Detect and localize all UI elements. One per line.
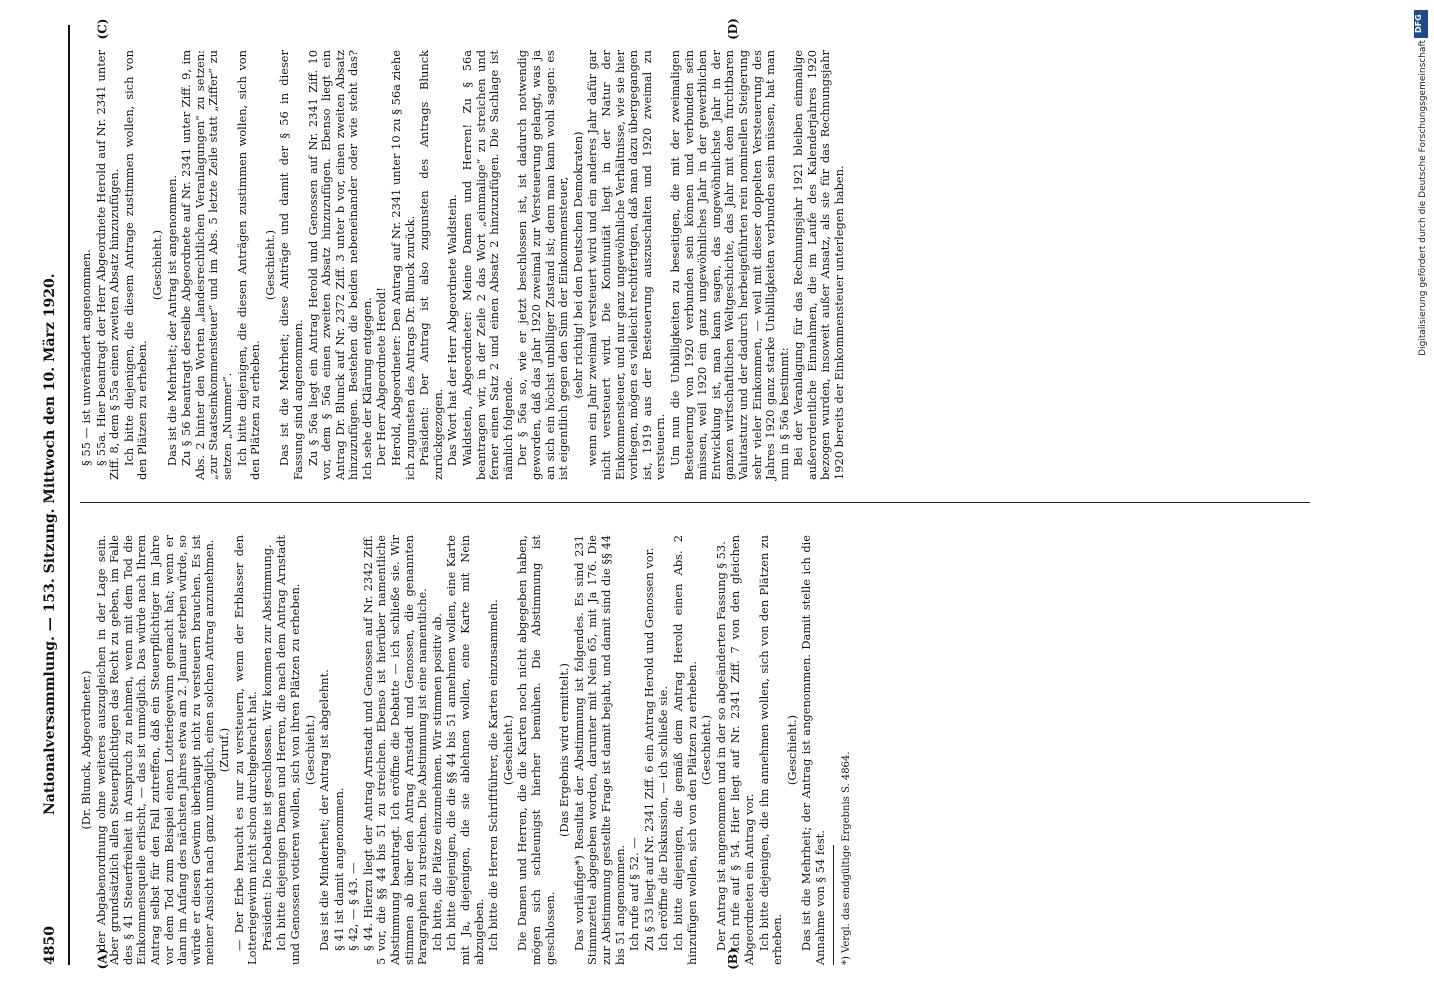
paragraph: (Das Ergebnis wird ermittelt.) xyxy=(557,663,572,837)
paragraph: (Geschieht.) xyxy=(302,714,317,786)
paragraph: Ich bitte diejenigen, die ihn annehmen wollen, sich von den Plätzen zu erheben. xyxy=(756,535,785,965)
paragraph: Ich bitte diejenigen, die diesen Anträgen zustimmen wollen, sich von den Plätzen zu erheben. xyxy=(234,50,263,480)
digitization-credit: Digitalisierung gefördert durch die Deutsche Forschungsgemeinschaft xyxy=(1418,40,1428,356)
margin-letter-b: (B) xyxy=(725,948,740,970)
header-rule xyxy=(68,25,70,965)
paragraph: Das vorläufige*) Resultat der Abstimmung ist folgendes. Es sind 231 Stimmzettel abgegeben worden, darunter mit Nein 65, mit Ja 176. Die zur Abstimmung gestellte Frage ist damit bejaht, und damit sind die §§ 44 bis 51 angenommen. xyxy=(571,535,627,965)
paragraph: Die Damen und Herren, die die Karten noch nicht abgegeben haben, mögen sich schleunigst hierher bemühen. Die Abstimmung ist geschlossen. xyxy=(515,535,557,965)
paragraph: Ich bitte diejenigen, die diesem Antrage zustimmen wollen, sich von den Plätzen zu erheben. xyxy=(121,50,150,480)
paragraph: Bei der Veranlagung für das Rechnungsjahr 1921 bleiben einmalige außerordentliche Einnahmen, die im Laufe des Kalenderjahres 1920 bezogen wurden, insoweit außer Ansatz, als sie für das Rechnungsjahr 1920 bereits der Einkommensteuer unterlegen haben. xyxy=(791,50,847,480)
paragraph: Ich bitte die Herren Schriftführer, die Karten einzusammeln. xyxy=(486,599,501,951)
paragraph: (Geschieht.) xyxy=(149,229,164,301)
paragraph: Waldstein, Abgeordneter: Meine Damen und Herren! Zu § 56a beantragen wir, in der Zeile 2 das Wort „einmalige“ zu streichen und ferner einen Satz 2 und einen Absatz 2 hinzuzufügen. Die Sachlage ist nämlich folgende. xyxy=(460,50,515,480)
paragraph: Ich bitte diejenigen, die die §§ 44 bis 51 annehmen wollen, eine Karte mit Ja, diejenigen, die sie ablehnen wollen, eine Karte mit Nein abzugeben. xyxy=(444,535,486,965)
paragraph: § 44. Hierzu liegt der Antrag Arnstadt und Genossen auf Nr. 2342 Ziff. 5 vor, die §§ 44 bis 51 zu streichen. Ebenso ist hierüber namentliche Abstimmung beantragt. Ich eröffne die Debatte — ich schließe sie. Wir stimmen ab über den Antrag Arnstadt und Genossen, die genannten Paragraphen zu streichen. Die Abstimmung ist eine namentliche. xyxy=(360,535,430,965)
paragraph: Der Herr Abgeordnete Herold! xyxy=(374,287,389,466)
paragraph: § 41 ist damit angenommen. xyxy=(331,787,346,951)
paragraph: (Dr. Blunck, Abgeordneter.) xyxy=(79,670,93,830)
dfg-logo: DFG xyxy=(1414,10,1428,38)
paragraph: § 55 — ist unverändert angenommen. xyxy=(79,249,93,466)
paragraph: (Geschieht.) xyxy=(784,714,799,786)
paragraph: wenn ein Jahr zweimal versteuert wird und ein anderes Jahr dafür gar nicht versteuert wird. Die Kontinuität liegt in der Natur der Einkommensteuer, und nur ganz ungewöhnliche Verhältnisse, wie sie hier vorliegen, mögen es vielleicht rechtfertigen, daß man dazu übergegangen ist, 1919 aus der Besteuerung auszuschalten und 1920 zweimal zu versteuern. xyxy=(585,50,668,480)
paragraph: Ich rufe auf § 52. — xyxy=(627,837,642,951)
paragraph: Präsident: Die Debatte ist geschlossen. Wir kommen zur Abstimmung. xyxy=(259,544,274,951)
left-column xyxy=(80,535,1320,965)
paragraph: Ich bitte, die Plätze einzunehmen. Wir stimmen positiv ab. xyxy=(429,612,444,951)
running-header xyxy=(40,25,64,965)
paragraph: (Geschieht.) xyxy=(500,714,515,786)
margin-letter-a: (A) xyxy=(95,948,110,970)
paragraph: Das ist die Mehrheit; der Antrag ist angenommen. xyxy=(164,174,179,466)
paragraph: Zu § 53 liegt auf Nr. 2341 Ziff. 6 ein Antrag Herold und Genossen vor. xyxy=(641,547,656,951)
paragraph: Zu § 56 beantragt derselbe Abgeordnete auf Nr. 2341 unter Ziff. 9, im Abs. 2 hinter den Worten „landesrechtlichen Veranlagungen“ zu setzen: „zur Staatseinkommensteuer“ und im Abs. 5 letzte Zeile statt „Ziffer“ zu setzen „Nummer“. xyxy=(179,50,234,480)
footnote: *) Vergl. das endgültige Ergebnis S. 4864. xyxy=(841,751,853,965)
paragraph: (sehr richtig! bei den Deutschen Demokraten) xyxy=(570,131,585,399)
paragraph: (Zuruf.) xyxy=(216,727,231,773)
page-number: 4850 xyxy=(42,926,58,965)
paragraph: Präsident: Der Antrag ist also zugunsten des Antrags Blunck zurückgezogen. xyxy=(417,50,445,480)
paragraph: Zu § 56a liegt ein Antrag Herold und Genossen auf Nr. 2341 Ziff. 10 vor, dem § 56a einen zweiten Absatz hinzuzufügen. Ebenso liegt ein Antrag Dr. Blunck auf Nr. 2372 Ziff. 3 unter b vor, einen zweiten Absatz hinzuzufügen. Bestehen die beiden nebeneinander oder wie steht das? Ich sehe der Klärung entgegen. xyxy=(305,50,374,480)
right-column xyxy=(80,50,1320,480)
paragraph: Herold, Abgeordneter: Den Antrag auf Nr. 2341 unter 10 zu § 56a ziehe ich zugunsten des Antrags Dr. Blunck zurück. xyxy=(389,50,417,480)
paragraph: — Der Erbe braucht es nur zu versteuern, wenn der Erblasser den Lotteriegewinn nicht schon durchgebracht hat. xyxy=(231,535,260,965)
paragraph: Um nun die Unbilligkeiten zu beseitigen, die mit der zweimaligen Besteuerung von 1920 verbunden sein können und verbunden sein müssen, weil 1920 ein ganz ungewöhnliches Jahr in der gewerblichen Entwicklung ist, man kann sagen, das ungewöhnlichste Jahr in der ganzen wirtschaftlichen Weltgeschichte, das Jahr mit dem furchtbaren Valutasturz und der dadurch herbeigeführten rein nominellen Steigerung sehr vieler Einkommen, — weil mit dieser doppelten Versteuerung des Jahres 1920 ganz starke Unbilligkeiten verbunden sein müssen, hat man nun in § 56a bestimmt: xyxy=(667,50,791,480)
margin-letter-d: (D) xyxy=(725,18,740,40)
running-title: Nationalversammlung. — 153. Sitzung. Mittwoch den 10. März 1920. xyxy=(42,273,58,815)
paragraph: Ich eröffne die Diskussion, — ich schließe sie. xyxy=(656,686,671,951)
margin-letter-c: (C) xyxy=(95,18,110,40)
paragraph: Das ist die Mehrheit; diese Anträge und damit der § 56 in dieser Fassung sind angenommen. xyxy=(277,50,305,480)
paragraph: § 42, — § 43. — xyxy=(346,862,361,951)
paragraph: (Geschieht.) xyxy=(699,714,714,786)
paragraph: (Geschieht.) xyxy=(262,229,277,301)
rotated-printed-page xyxy=(40,25,1350,965)
paragraph: Ich bitte diejenigen Damen und Herren, die nach dem Antrag Arnstadt und Genossen votieren wollen, sich von ihren Plätzen zu erheben. xyxy=(274,535,302,965)
paragraph: Das Wort hat der Herr Abgeordnete Waldstein. xyxy=(445,194,460,466)
paragraph: Der § 56a so, wie er jetzt beschlossen ist, ist dadurch notwendig geworden, daß das Jahr 1920 zweimal zur Versteuerung gelangt, was ja an sich ein höchst unbilliger Zustand ist; denn man kann wohl sagen: es ist eigentlich gegen den Sinn der Einkommensteuer, xyxy=(515,50,571,480)
paragraph: Ich rufe auf § 54. Hier liegt auf Nr. 2341 Ziff. 7 von den gleichen Abgeordneten ein Antrag vor. xyxy=(728,535,756,965)
paragraph: der Abgabenordnung ohne weiteres auszugleichen in der Lage sein. Aber grundsätzlich allen Steuerpflichtigen das Recht zu geben, im Falle des § 41 Steuerfreiheit in Anspruch zu nehmen, wenn mit dem Tod die Einkommensquelle erlischt, — das ist unmöglich. Das würde nach Ihrem Antrag selbst für den Fall zutreffen, daß ein Steuerpflichtiger im Jahre vor dem Tod zum Beispiel einen Lotteriegewinn gemacht hat; wenn er dann im Anfang des nächsten Jahres etwa am 2. Januar sterben würde, so würde er diesen Gewinn überhaupt nicht zu versteuern brauchen. Es ist meiner Ansicht nach ganz unmöglich, einen solchen Antrag anzunehmen. xyxy=(93,535,217,965)
paragraph: Ich bitte diejenigen, die gemäß dem Antrag Herold einen Abs. 2 hinzufügen wollen, sich von den Plätzen zu erheben. xyxy=(670,535,699,965)
paragraph: § 55a. Hier beantragt der Herr Abgeordnete Herold auf Nr. 2341 unter Ziff. 8, dem § 55a einen zweiten Absatz hinzuzufügen. xyxy=(93,50,122,480)
footnote-rule xyxy=(833,845,834,965)
column-divider xyxy=(80,502,1310,503)
paragraph: Das ist die Minderheit; der Antrag ist abgelehnt. xyxy=(317,669,332,951)
paragraph: Das ist die Mehrheit; der Antrag ist angenommen. Damit stelle ich die Annahme von § 54 fest. xyxy=(799,535,827,965)
paragraph: Der Antrag ist angenommen und in der so abgeänderten Fassung § 53. xyxy=(713,541,728,951)
